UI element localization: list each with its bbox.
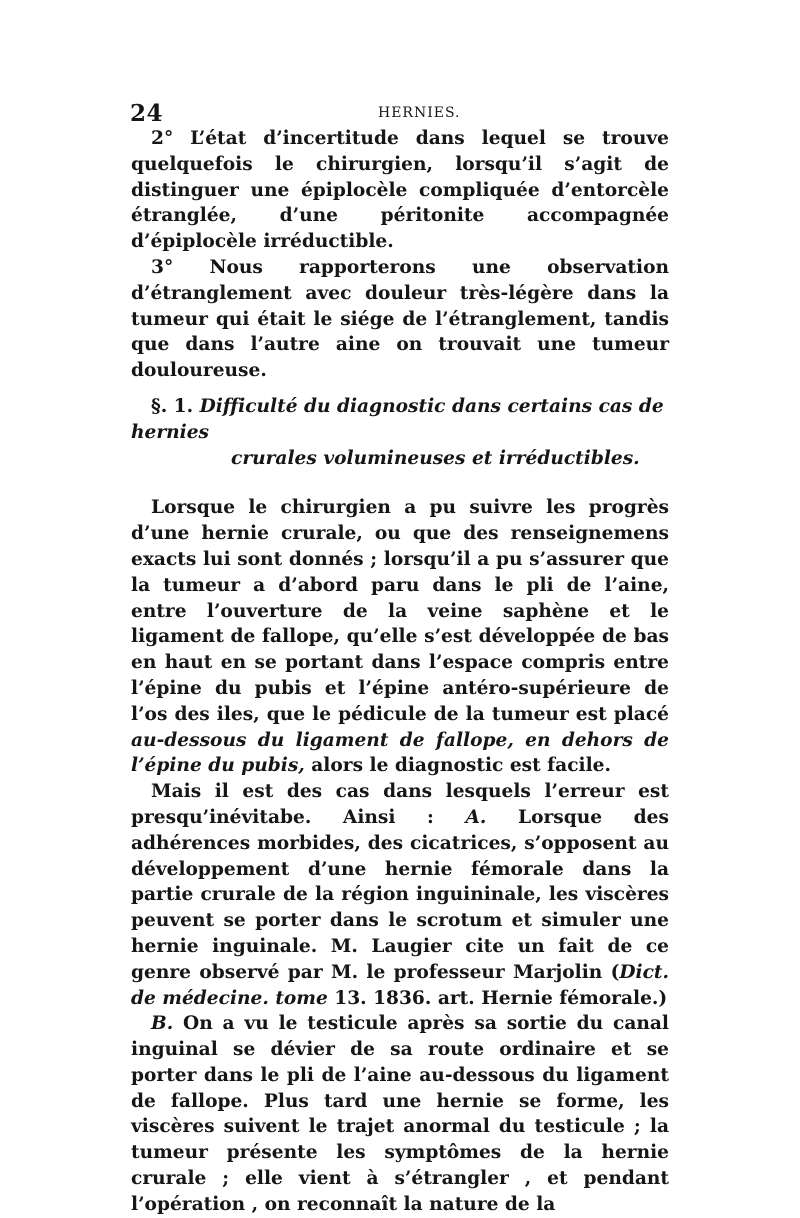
p4-text-a: Mais il est des cas dans lesquels l’erreur est presqu’inévitabe. Ainsi :	[131, 781, 669, 828]
page-number: 24	[130, 100, 164, 127]
p5-case-letter-b: B.	[151, 1013, 174, 1035]
paragraph-testicule	[131, 1011, 669, 1217]
p3-text-a: Lorsque le chirurgien a pu suivre les progrès d’une hernie crurale, ou que des renseignemens exacts lui sont donnés ; lorsqu’il a pu s’assurer que la tumeur a d’abord paru dans le pli de l’aine, entre l’ouverture de la veine saphène et le ligament de fallope, qu’elle s’est développée de bas en haut en se portant dans l’espace compris entre l’épine du pubis et l’épine antéro-supérieure de l’os des iles, que le pédicule de la tumeur est placé	[131, 497, 669, 725]
p4-italic-reference: Dict. de médecine. tome	[131, 961, 669, 1009]
section-title-part-2: crurales volumineuses et irréductibles.	[231, 447, 640, 469]
paragraph-incertitude: 2° L’état d’incertitude dans lequel se trouve quelquefois le chirurgien, lorsqu’il s’agit de distinguer une épiplocèle compliquée d’entorcèle étranglée, d’une péritonite accompagnée d’épiplocèle irréductible.	[131, 128, 669, 253]
page-header	[130, 100, 670, 126]
section-heading-line-1	[131, 394, 669, 446]
body-text	[131, 126, 669, 1218]
heading-spacer	[131, 473, 669, 495]
paragraph-erreur-inevitable	[131, 779, 669, 1011]
p4-text-e: 13. 1836. art. Hernie fémorale.)	[327, 987, 668, 1009]
p3-text-c: alors le diagnostic est facile.	[304, 755, 611, 777]
paragraph-diagnostic-facile	[131, 495, 669, 779]
p3-italic-location: au-dessous du ligament de fallope, en dehors de l’épine du pubis,	[131, 729, 669, 777]
p4-case-letter-a: A.	[465, 806, 487, 828]
p4-text-c: Lorsque des adhérences morbides, des cicatrices, s’opposent au développement d’une hernie fémorale dans la partie crurale de la région inguininale, les viscères peuvent se porter dans le scrotum et simuler une hernie inguinale. M. Laugier cite un fait de ce genre observé par M. le professeur Marjolin (	[131, 806, 669, 983]
p5-text-b: On a vu le testicule après sa sortie du canal inguinal se dévier de sa route ordinaire et se porter dans le pli de l’aine au-dessous du ligament de fallope. Plus tard une hernie se forme, les viscères suivent le trajet anormal du testicule ; la tumeur présente les symptômes de la hernie crurale ; elle vient à s’étrangler , et pendant l’opération , on reconnaît la nature de la	[131, 1013, 669, 1215]
section-heading	[131, 384, 669, 473]
section-mark: §. 1.	[151, 395, 194, 417]
paragraph-observation: 3° Nous rapporterons une observation d’étranglement avec douleur très-légère dans la tumeur qui était le siége de l’étranglement, tandis que dans l’autre aine on trouvait une tumeur douloureuse.	[131, 256, 669, 382]
running-head: HERNIES.	[378, 105, 461, 121]
section-title-part-1: Difficulté du diagnostic dans certains cas de hernies	[131, 395, 664, 443]
